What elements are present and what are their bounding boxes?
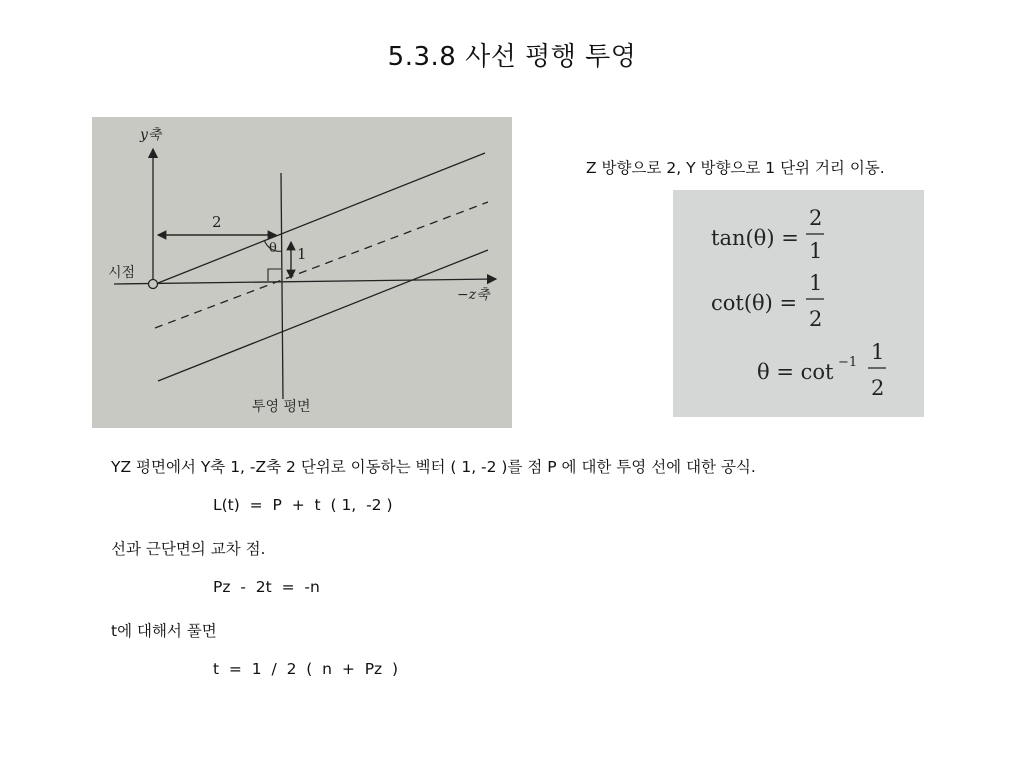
z-axis-label: −z축	[457, 287, 490, 303]
dist-z-label: 2	[212, 213, 222, 231]
tan-num: 2	[809, 206, 823, 230]
equation-2: Pz - 2t = -n	[213, 578, 320, 596]
dist-y-label: 1	[297, 245, 307, 263]
tan-lhs: tan(θ) =	[711, 226, 799, 250]
y-axis-label: y축	[140, 127, 162, 143]
projection-diagram	[92, 117, 512, 428]
theta-num: 1	[871, 340, 885, 364]
body-line-1: YZ 평면에서 Y축 1, -Z축 2 단위로 이동하는 벡터 ( 1, -2 )를 점 P 에 대한 투영 선에 대한 공식.	[111, 458, 756, 476]
theta-den: 2	[871, 376, 885, 400]
body-line-2: 선과 근단면의 교차 점.	[111, 540, 266, 558]
eye-point	[149, 280, 158, 289]
right-angle-mark	[268, 269, 281, 281]
eye-label: 시점	[108, 265, 136, 281]
theta-lhs: θ = cot	[757, 360, 834, 384]
cot-den: 2	[809, 307, 823, 331]
equation-3: t = 1 / 2 ( n + Pz )	[213, 660, 399, 678]
tan-den: 1	[809, 239, 823, 263]
formula-image	[673, 190, 924, 417]
projection-plane	[281, 173, 283, 399]
plane-label: 투영 평면	[252, 399, 311, 415]
z-axis	[114, 279, 496, 284]
equation-1: L(t) = P + t ( 1, -2 )	[213, 496, 393, 514]
page-title: 5.3.8 사선 평행 투영	[387, 42, 637, 72]
cot-lhs: cot(θ) =	[711, 291, 798, 315]
movement-note: Z 방향으로 2, Y 방향으로 1 단위 거리 이동.	[586, 159, 885, 177]
upper-line	[153, 153, 485, 285]
lower-line	[158, 250, 488, 381]
theta-exp: −1	[838, 355, 858, 370]
cot-num: 1	[809, 271, 823, 295]
body-line-3: t에 대해서 풀면	[111, 622, 217, 640]
angle-label: θ	[269, 241, 277, 256]
